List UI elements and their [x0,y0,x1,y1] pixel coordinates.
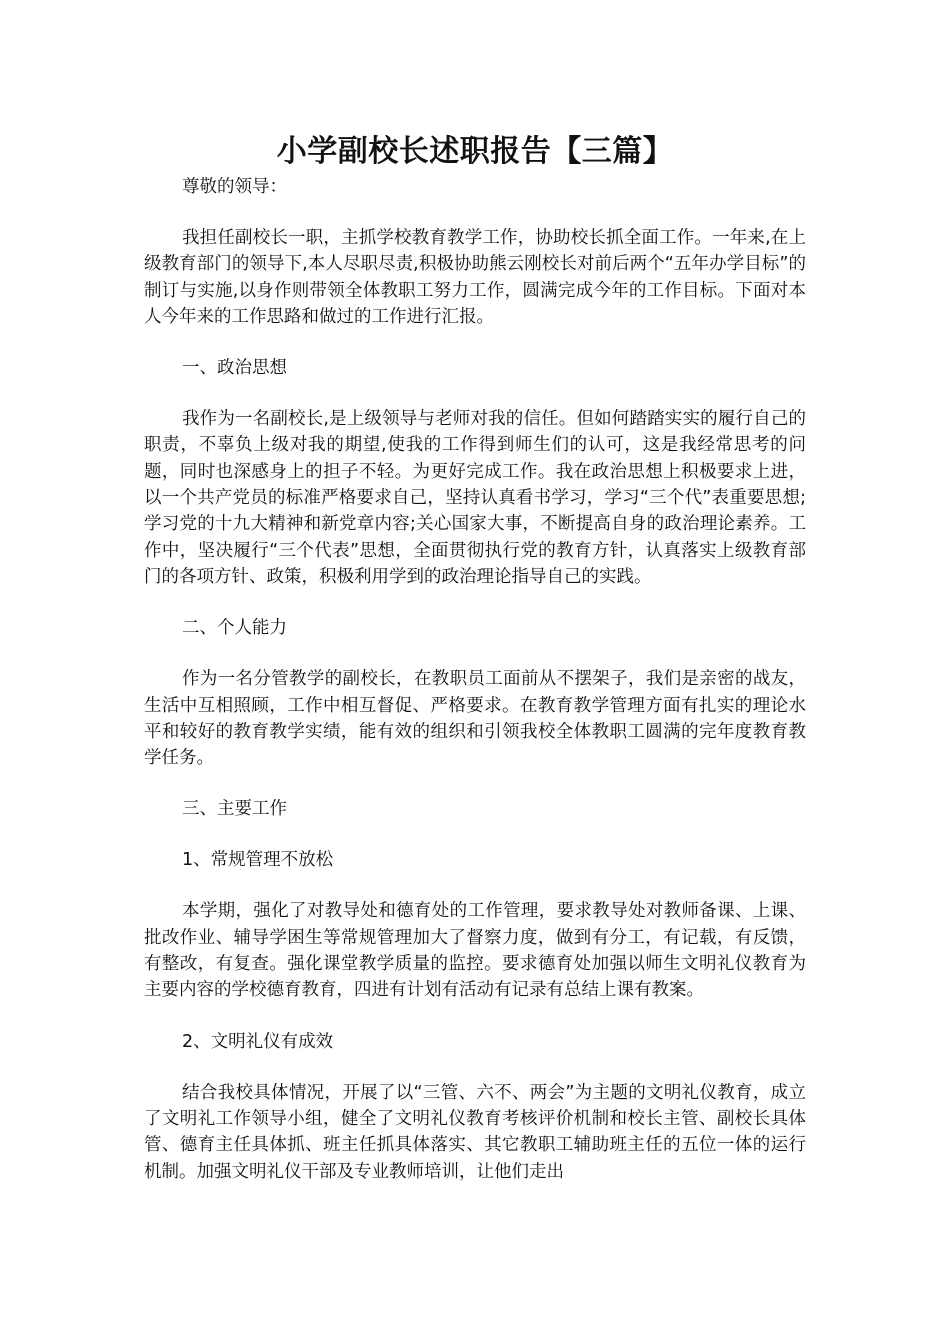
subsection-heading-etiquette: 2、文明礼仪有成效 [182,1031,334,1052]
section-heading-politics: 一、政治思想 [182,358,287,379]
spacer [144,873,806,898]
intro-paragraph: 我担任副校长一职，主抓学校教育教学工作，协助校长抓全面工作。一年来,在上级教育部门的领导下,本人尽职尽责,积极协助熊云刚校长对前后两个“五年办学目标”的制订与实施,以身作则带领全体教职工努力工作，圆满完成今年的工作目标。下面对本人今年来的工作思路和做过的工作进行汇报。 [144,228,806,327]
spacer [144,641,806,666]
subsection-body-etiquette: 结合我校具体情况，开展了以“三管、六不、两会”为主题的文明礼仪教育，成立了文明礼工作领导小组，健全了文明礼仪教育考核评价机制和校长主管、副校长具体管、德育主任具体抓、班主任抓具体落实、其它教职工辅助班主任的五位一体的运行机制。加强文明礼仪干部及专业教师培训，让他们走出 [144,1082,806,1182]
section-body-politics: 我作为一名副校长,是上级领导与老师对我的信任。但如何踏踏实实的履行自己的职责，不辜负上级对我的期望,使我的工作得到师生们的认可，这是我经常思考的问题，同时也深感身上的担子不轻。为更好完成工作。我在政治思想上积极要求上进，以一个共产党员的标准严格要求自己，坚持认真看书学习，学习“三个代”表重要思想;学习党的十九大精神和新党章内容;关心国家大事，不断提高自身的政治理论素养。工作中，坚决履行“三个代表”思想，全面贯彻执行党的教育方针，认真落实上级教育部门的各项方针、政策，积极利用学到的政治理论指导自己的实践。 [144,409,806,587]
spacer [144,200,806,225]
section-body-ability: 作为一名分管教学的副校长，在教职员工面前从不摆架子，我们是亲密的战友，生活中互相照顾，工作中相互督促、严格要求。在教育教学管理方面有扎实的理论水平和较好的教育教学实绩，能有效的组织和引领我校全体教职工圆满的完年度教育教学任务。 [144,669,806,769]
spacer [144,1055,806,1080]
spacer [144,771,806,796]
spacer [144,381,806,406]
spacer [144,822,806,847]
subsection-body-routine: 本学期，强化了对教导处和德育处的工作管理，要求教导处对教师备课、上课、批改作业、辅导学困生等常规管理加大了督察力度，做到有分工，有记载，有反馈，有整改，有复查。强化课堂教学质量的监控。要求德育处加强以师生文明礼仪教育为主要内容的学校德育教育，四进有计划有活动有记录有总结上课有教案。 [144,901,806,1001]
section-heading-ability: 二、个人能力 [182,618,287,639]
subsection-heading-routine: 1、常规管理不放松 [182,850,334,871]
spacer [144,1004,806,1029]
spacer [144,590,806,615]
spacer [144,330,806,355]
document-page [144,130,806,1185]
salutation: 尊敬的领导： [182,177,287,197]
document-title: 小学副校长述职报告【三篇】 [276,134,674,169]
section-heading-work: 三、主要工作 [182,799,287,820]
